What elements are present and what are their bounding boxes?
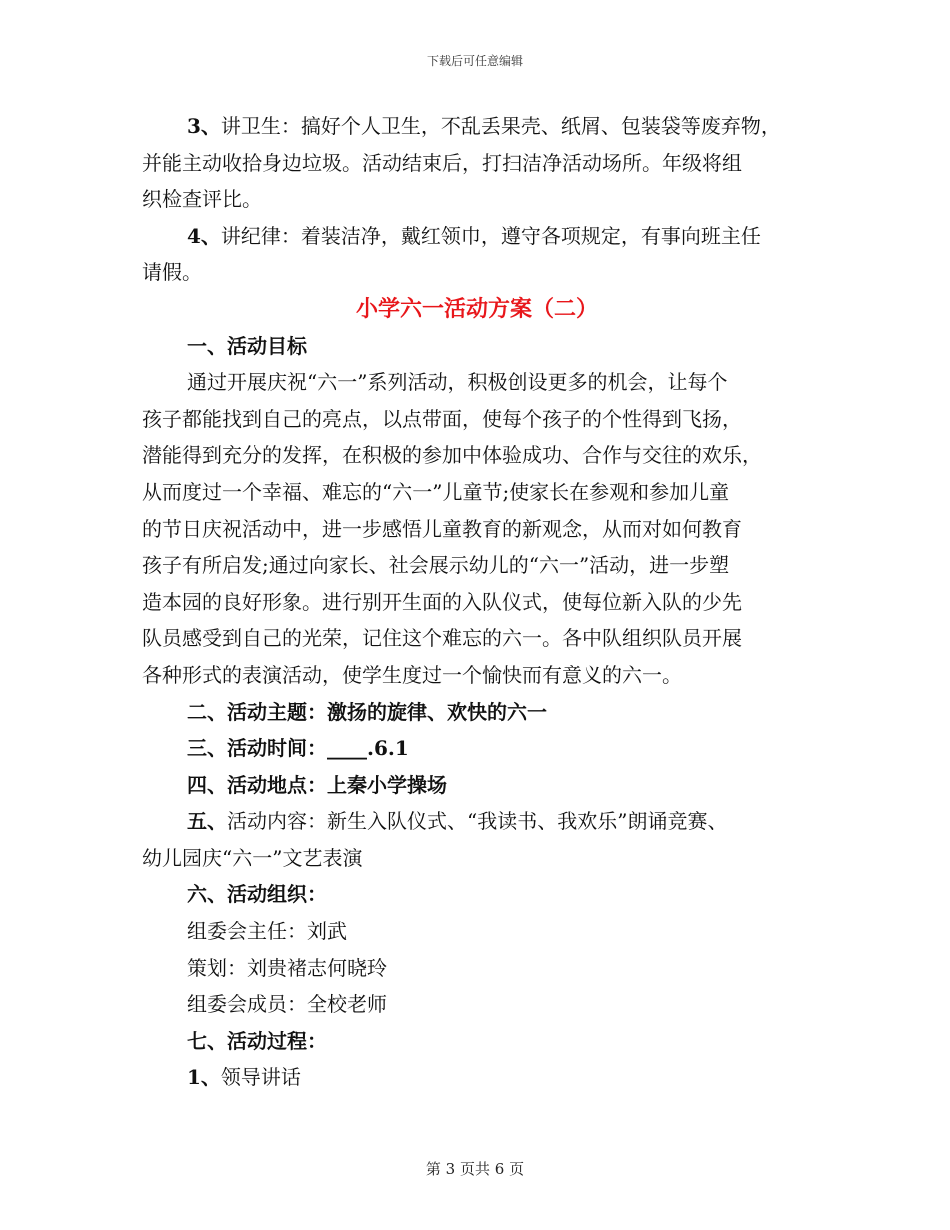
item-3-line-2: 并能主动收拾身边垃圾。活动结束后，打扫洁净活动场所。年级将组 bbox=[142, 150, 742, 175]
item-4-line-2: 请假。 bbox=[142, 260, 202, 285]
goal-line: 从而度过一个幸福、难忘的“六一”儿童节;使家长在参观和参加儿童 bbox=[142, 479, 730, 504]
goal-line: 造本园的良好形象。进行别开生面的入队仪式，使每位新入队的少先 bbox=[142, 589, 742, 614]
document-body bbox=[142, 108, 812, 1096]
goal-line: 队员感受到自己的光荣，记住这个难忘的六一。各中队组织队员开展 bbox=[142, 626, 742, 651]
item-4-line-1: 4、讲纪律：着装洁净，戴红领巾，遵守各项规定，有事向班主任 bbox=[187, 223, 761, 248]
item-3-line-1: 3、讲卫生：搞好个人卫生，不乱丢果壳、纸屑、包装袋等废弃物， bbox=[187, 114, 781, 138]
content-line-1: 五、活动内容：新生入队仪式、“我读书、我欢乐”朗诵竞赛、 bbox=[187, 809, 728, 834]
goal-line: 孩子都能找到自己的亮点，以点带面，使每个孩子的个性得到飞扬， bbox=[142, 406, 742, 431]
goal-line: 孩子有所启发;通过向家长、社会展示幼儿的“六一”活动，进一步塑 bbox=[142, 553, 730, 578]
process-heading: 七、活动过程： bbox=[187, 1028, 327, 1053]
goal-line: 的节日庆祝活动中，进一步感悟儿童教育的新观念，从而对如何教育 bbox=[142, 516, 742, 541]
item-3-number: 3、 bbox=[187, 114, 221, 138]
goal-line: 通过开展庆祝“六一”系列活动，积极创设更多的机会，让每个 bbox=[187, 370, 728, 395]
org-item: 策划：刘贵褚志何晓玲 bbox=[187, 955, 387, 980]
section-title: 小学六一活动方案（二） bbox=[355, 295, 598, 322]
goal-heading: 一、活动目标 bbox=[187, 333, 307, 358]
content-number: 五、 bbox=[187, 809, 227, 834]
process-item-number: 1、 bbox=[187, 1065, 221, 1090]
page-header: 下载后可任意编辑 bbox=[426, 54, 523, 68]
item-3-line-3: 织检查评比。 bbox=[142, 187, 262, 212]
org-heading: 六、活动组织： bbox=[187, 882, 327, 907]
theme-heading: 二、活动主题：激扬的旋律、欢快的六一 bbox=[187, 699, 547, 724]
org-item: 组委会成员：全校老师 bbox=[187, 992, 387, 1017]
goal-line: 潜能得到充分的发挥，在积极的参加中体验成功、合作与交往的欢乐， bbox=[142, 443, 762, 468]
place-heading: 四、活动地点：上秦小学操场 bbox=[187, 772, 447, 797]
goal-line: 各种形式的表演活动，使学生度过一个愉快而有意义的六一。 bbox=[142, 662, 682, 687]
content-line-2: 幼儿园庆“六一”文艺表演 bbox=[142, 845, 363, 870]
page-footer: 第 3 页共 6 页 bbox=[425, 1160, 525, 1178]
time-heading: 三、活动时间：____.6.1 bbox=[187, 736, 409, 761]
org-item: 组委会主任：刘武 bbox=[187, 919, 347, 944]
process-item-1: 1、领导讲话 bbox=[187, 1065, 301, 1090]
item-4-number: 4、 bbox=[187, 223, 221, 248]
